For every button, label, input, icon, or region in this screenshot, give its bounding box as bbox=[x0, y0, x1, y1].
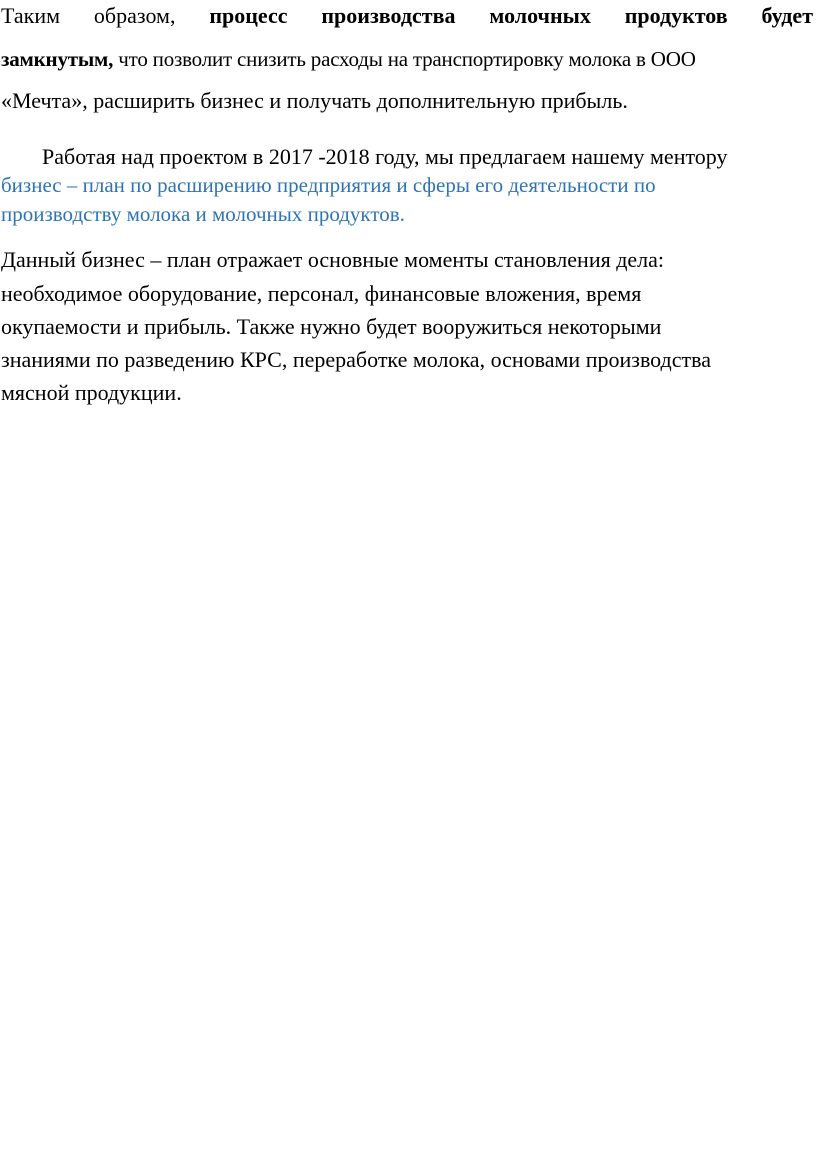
paragraph1-line1-bold: процесс производства молочных продуктов будет bbox=[209, 3, 813, 28]
paragraph1-line2-bold: замкнутым, bbox=[1, 47, 114, 71]
paragraph1-line1 bbox=[1, 3, 813, 29]
paragraph3-line4: знаниями по разведению КРС, переработке молока, основами производства bbox=[1, 347, 711, 372]
paragraph3-line3: окупаемости и прибыль. Также нужно будет вооружиться некоторыми bbox=[1, 314, 662, 339]
paragraph2-line3: производству молока и молочных продуктов. bbox=[1, 202, 405, 226]
paragraph3-line5: мясной продукции. bbox=[1, 380, 182, 405]
paragraph1-line1-normal: Таким образом, bbox=[1, 3, 210, 28]
paragraph1-line2-normal: что позволит снизить расходы на транспортировку молока в ООО bbox=[113, 47, 696, 71]
paragraph1-line2 bbox=[1, 46, 696, 72]
paragraph2-line1: Работая над проектом в 2017 -2018 году, мы предлагаем нашему ментору bbox=[42, 144, 728, 169]
paragraph3-line2: необходимое оборудование, персонал, финансовые вложения, время bbox=[1, 281, 642, 306]
paragraph2-line2: бизнес – план по расширению предприятия и сферы его деятельности по bbox=[1, 173, 656, 197]
paragraph3-line1: Данный бизнес – план отражает основные моменты становления дела: bbox=[1, 247, 665, 272]
paragraph1-line3: «Мечта», расширить бизнес и получать дополнительную прибыль. bbox=[1, 88, 628, 113]
